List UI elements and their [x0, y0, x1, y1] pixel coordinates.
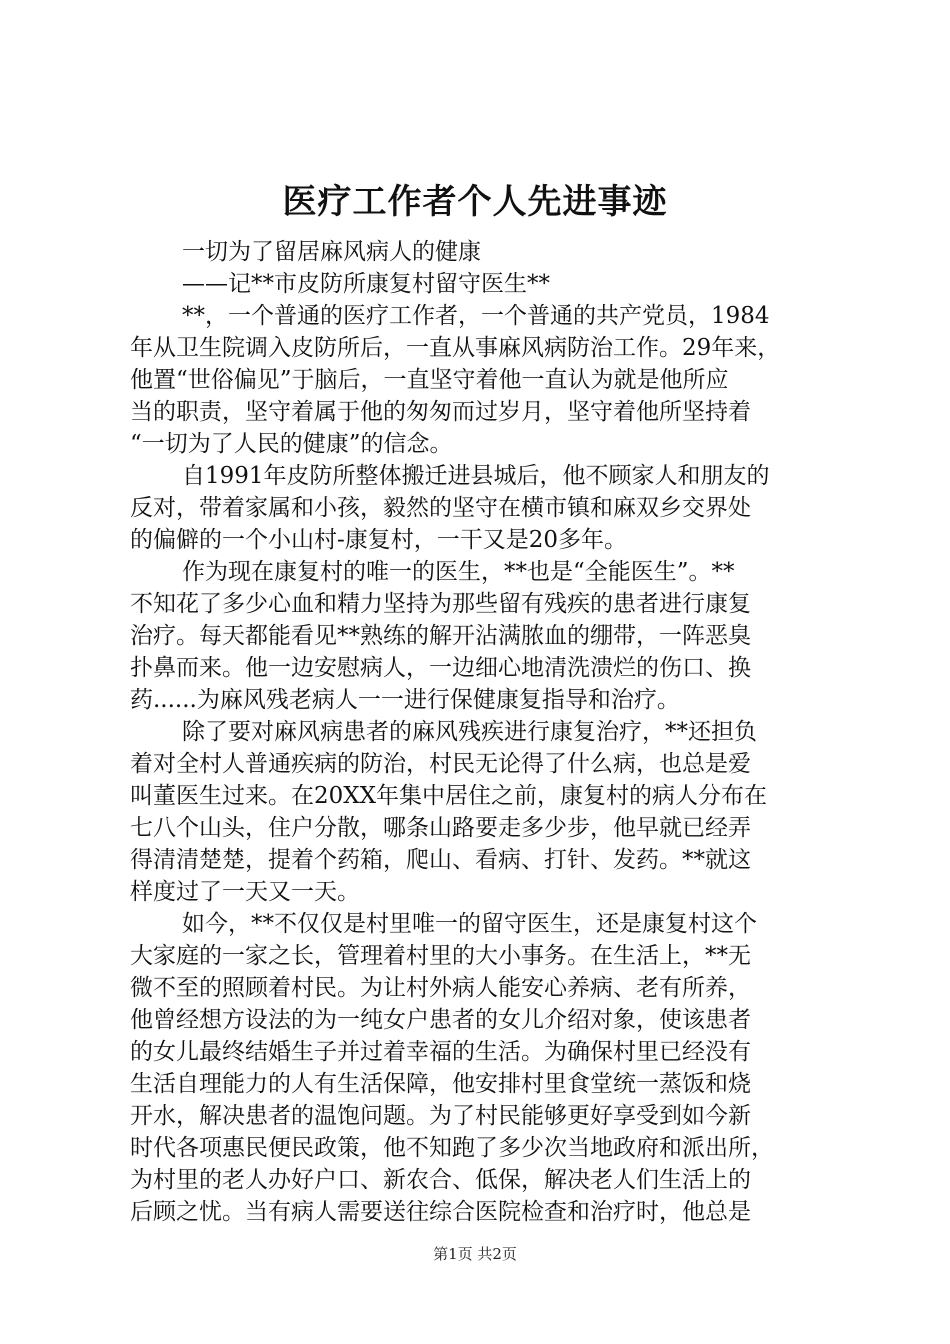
paragraph-5-line: 他曾经想方设法的为一纯女户患者的女儿介绍对象，使该患者 [130, 1007, 751, 1033]
byline: ——记**市皮防所康复村留守医生** [182, 271, 550, 297]
paragraph-3-line: 作为现在康复村的唯一的医生，**也是“全能医生”。** [182, 559, 735, 585]
paragraph-2-line: 的偏僻的一个小山村-康复村，一干又是20多年。 [130, 527, 628, 553]
paragraph-4-line: 除了要对麻风病患者的麻风残疾进行康复治疗，**还担负 [182, 719, 757, 745]
paragraph-4-line: 得清清楚楚，提着个药箱，爬山、看病、打针、发药。**就这 [130, 847, 751, 873]
paragraph-3-line: 药......为麻风残老病人一一进行保健康复指导和治疗。 [130, 687, 680, 713]
paragraph-4-line: 着对全村人普通疾病的防治，村民无论得了什么病，也总是爱 [130, 751, 751, 777]
paragraph-5-line: 的女儿最终结婚生子并过着幸福的生活。为确保村里已经没有 [130, 1039, 751, 1065]
page-footer: 第1页 共2页 [433, 1245, 517, 1263]
paragraph-1-line: 当的职责，坚守着属于他的匆匆而过岁月，坚守着他所坚持着 [130, 399, 751, 425]
paragraph-4-line: 叫董医生过来。在20XX年集中居住之前，康复村的病人分布在 [130, 783, 768, 809]
paragraph-3-line: 扑鼻而来。他一边安慰病人，一边细心地清洗溃烂的伤口、换 [130, 655, 751, 681]
paragraph-5-line: 开水，解决患者的温饱问题。为了村民能够更好享受到如今新 [130, 1103, 751, 1129]
paragraph-1-line: **，一个普通的医疗工作者，一个普通的共产党员，1984 [182, 303, 770, 329]
paragraph-5-line: 大家庭的一家之长，管理着村里的大小事务。在生活上，**无 [130, 943, 751, 969]
paragraph-2-line: 反对，带着家属和小孩，毅然的坚守在横市镇和麻双乡交界处 [130, 495, 751, 521]
document-body [130, 236, 830, 1228]
subtitle: 一切为了留居麻风病人的健康 [182, 239, 481, 265]
paragraph-3-line: 不知花了多少心血和精力坚持为那些留有残疾的患者进行康复 [130, 591, 751, 617]
paragraph-4-line: 七八个山头，住户分散，哪条山路要走多少步，他早就已经弄 [130, 815, 751, 841]
paragraph-1-line: 他置“世俗偏见”于脑后，一直坚守着他一直认为就是他所应 [130, 367, 729, 393]
paragraph-5-line: 时代各项惠民便民政策，他不知跑了多少次当地政府和派出所， [130, 1135, 774, 1161]
paragraph-2-line: 自1991年皮防所整体搬迁进县城后，他不顾家人和朋友的 [182, 463, 770, 489]
paragraph-5-line: 如今，**不仅仅是村里唯一的留守医生，还是康复村这个 [182, 911, 757, 937]
paragraph-1-line: 年从卫生院调入皮防所后，一直从事麻风病防治工作。29年来， [130, 335, 781, 361]
paragraph-5-line: 微不至的照顾着村民。为让村外病人能安心养病、老有所养， [130, 975, 751, 1001]
paragraph-4-line: 样度过了一天又一天。 [130, 879, 360, 905]
paragraph-3-line: 治疗。每天都能看见**熟练的解开沾满脓血的绷带，一阵恶臭 [130, 623, 751, 649]
paragraph-5-line: 生活自理能力的人有生活保障，他安排村里食堂统一蒸饭和烧 [130, 1071, 751, 1097]
paragraph-5-line: 后顾之忧。当有病人需要送往综合医院检查和治疗时，他总是 [130, 1199, 751, 1225]
paragraph-5-line: 为村里的老人办好户口、新农合、低保，解决老人们生活上的 [130, 1167, 751, 1193]
paragraph-1-line: “一切为了人民的健康”的信念。 [130, 431, 453, 457]
document-title: 医疗工作者个人先进事迹 [282, 182, 668, 222]
